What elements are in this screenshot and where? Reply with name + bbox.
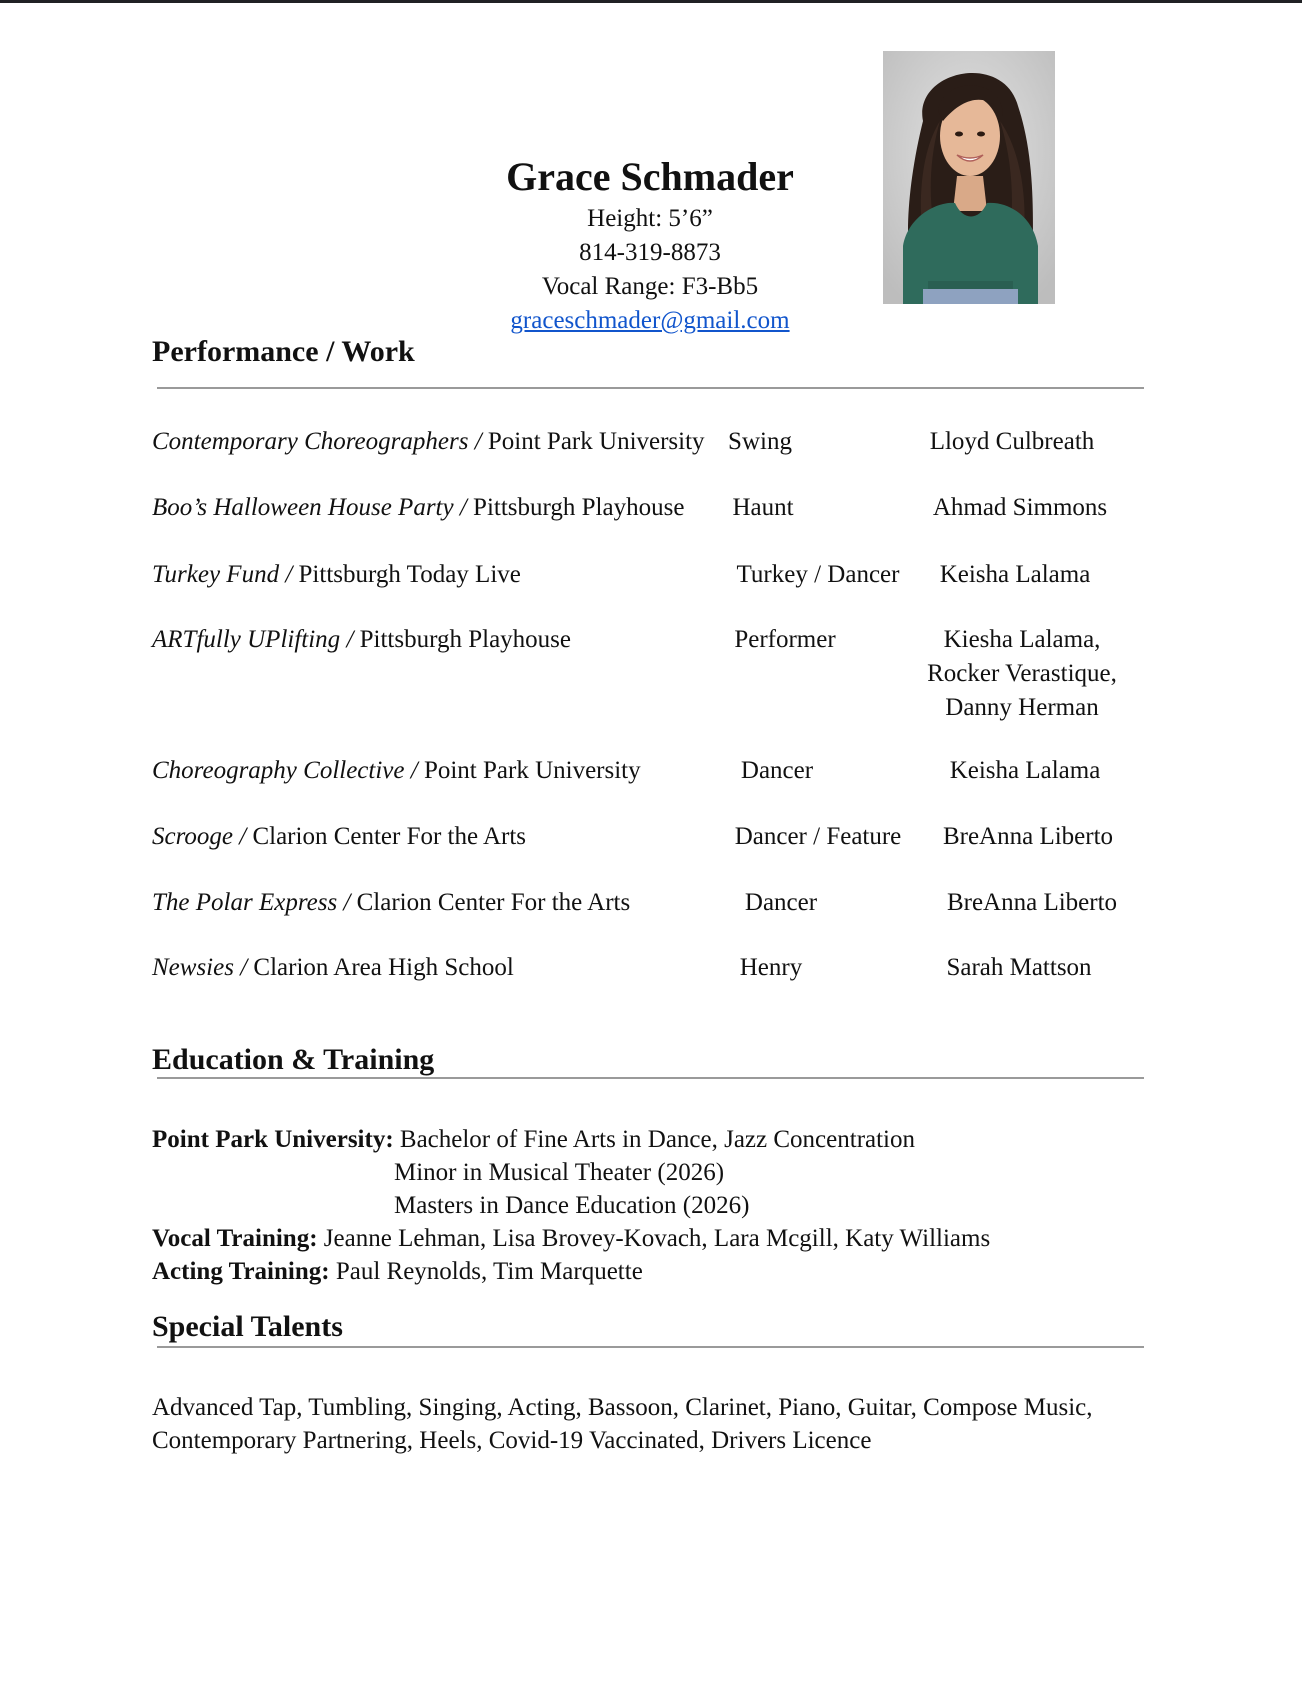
director-name: Keisha Lalama xyxy=(939,561,1091,588)
production-separator: / xyxy=(233,823,247,850)
performance-row-role: Turkey / Dancer xyxy=(736,561,900,588)
talents-divider xyxy=(157,1346,1144,1348)
production-separator: / xyxy=(233,954,248,981)
production-venue: Point Park University xyxy=(481,428,705,455)
performance-row-role: Dancer xyxy=(744,889,818,916)
production-title: Turkey Fund xyxy=(152,561,280,588)
talents-line-2: Contemporary Partnering, Heels, Covid-19 Vaccinated, Drivers Licence xyxy=(152,1427,872,1454)
production-venue: Clarion Center For the Arts xyxy=(246,823,527,850)
performance-row-director xyxy=(900,491,1140,525)
university-label: Point Park University: xyxy=(152,1126,394,1153)
candidate-name: Grace Schmader xyxy=(506,154,794,199)
university-degree: Bachelor of Fine Arts in Dance, Jazz Concentration xyxy=(393,1126,916,1153)
height-text: Height: 5’6” xyxy=(587,205,713,232)
education-divider xyxy=(157,1077,1144,1079)
education-vocal xyxy=(152,1222,990,1256)
performance-row-director xyxy=(895,558,1135,592)
production-separator: / xyxy=(337,889,351,916)
talents-heading: Special Talents xyxy=(152,1310,343,1343)
performance-row-production xyxy=(152,886,630,920)
production-separator: / xyxy=(279,561,293,588)
performance-row-director xyxy=(908,820,1148,854)
performance-row-role: Dancer / Feature xyxy=(734,823,902,850)
performance-row-director xyxy=(905,754,1145,788)
director-name: Sarah Mattson xyxy=(946,954,1092,981)
phone-text: 814-319-8873 xyxy=(579,239,721,266)
production-separator: / xyxy=(453,494,467,521)
production-title: Newsies xyxy=(152,954,234,981)
production-venue: Pittsburgh Playhouse xyxy=(466,494,685,521)
director-name: Lloyd Culbreath xyxy=(929,428,1095,455)
performance-row-production xyxy=(152,754,641,788)
production-venue: Clarion Center For the Arts xyxy=(350,889,631,916)
director-name: Ahmad Simmons xyxy=(932,494,1108,521)
performance-row-production xyxy=(152,820,526,854)
production-venue: Pittsburgh Today Live xyxy=(292,561,521,588)
performance-divider xyxy=(157,387,1144,389)
headshot-photo xyxy=(883,51,1055,304)
production-title: ARTfully UPlifting xyxy=(152,626,341,653)
education-university xyxy=(152,1123,915,1157)
production-venue: Point Park University xyxy=(417,757,641,784)
performance-row-production xyxy=(152,558,521,592)
production-separator: / xyxy=(468,428,482,455)
education-acting xyxy=(152,1255,643,1289)
acting-training-label: Acting Training: xyxy=(152,1258,330,1285)
performance-heading: Performance / Work xyxy=(152,335,415,368)
vocal-training-value: Jeanne Lehman, Lisa Brovey-Kovach, Lara Mcgill, Katy Williams xyxy=(317,1225,991,1252)
performance-row-production xyxy=(152,491,684,525)
director-name: Kiesha Lalama, xyxy=(943,626,1101,653)
performance-row-director xyxy=(899,951,1139,985)
production-title: Contemporary Choreographers xyxy=(152,428,469,455)
performance-row-role: Performer xyxy=(734,626,836,653)
director-name: Danny Herman xyxy=(945,694,1099,721)
performance-row-director xyxy=(912,886,1152,920)
performance-row-production xyxy=(152,951,514,985)
performance-row-production xyxy=(152,623,571,657)
acting-training-value: Paul Reynolds, Tim Marquette xyxy=(329,1258,643,1285)
university-minor: Minor in Musical Theater (2026) xyxy=(394,1159,725,1186)
production-separator: / xyxy=(340,626,354,653)
director-name: BreAnna Liberto xyxy=(946,889,1118,916)
production-title: Boo’s Halloween House Party xyxy=(152,494,454,521)
production-venue: Clarion Area High School xyxy=(247,954,514,981)
university-masters: Masters in Dance Education (2026) xyxy=(394,1192,750,1219)
production-separator: / xyxy=(404,757,418,784)
top-border xyxy=(0,0,1302,3)
performance-row-director xyxy=(902,623,1142,725)
talents-line-1: Advanced Tap, Tumbling, Singing, Acting, Bassoon, Clarinet, Piano, Guitar, Compose Music, xyxy=(152,1394,1093,1421)
resume-header xyxy=(400,152,900,338)
director-name: BreAnna Liberto xyxy=(942,823,1114,850)
performance-row-director xyxy=(892,425,1132,459)
production-title: Choreography Collective xyxy=(152,757,405,784)
performance-row-production xyxy=(152,425,705,459)
production-title: The Polar Express xyxy=(152,889,338,916)
director-name: Rocker Verastique, xyxy=(927,660,1117,687)
production-title: Scrooge xyxy=(152,823,233,850)
performance-row-role: Swing xyxy=(728,428,792,455)
performance-row-role: Haunt xyxy=(732,494,794,521)
education-heading: Education & Training xyxy=(152,1043,435,1076)
email-link[interactable]: graceschmader@gmail.com xyxy=(510,307,790,334)
vocal-range-text: Vocal Range: F3-Bb5 xyxy=(541,273,759,300)
vocal-training-label: Vocal Training: xyxy=(152,1225,318,1252)
performance-row-role: Dancer xyxy=(740,757,814,784)
production-venue: Pittsburgh Playhouse xyxy=(353,626,572,653)
director-name: Keisha Lalama xyxy=(949,757,1101,784)
performance-row-role: Henry xyxy=(739,954,803,981)
